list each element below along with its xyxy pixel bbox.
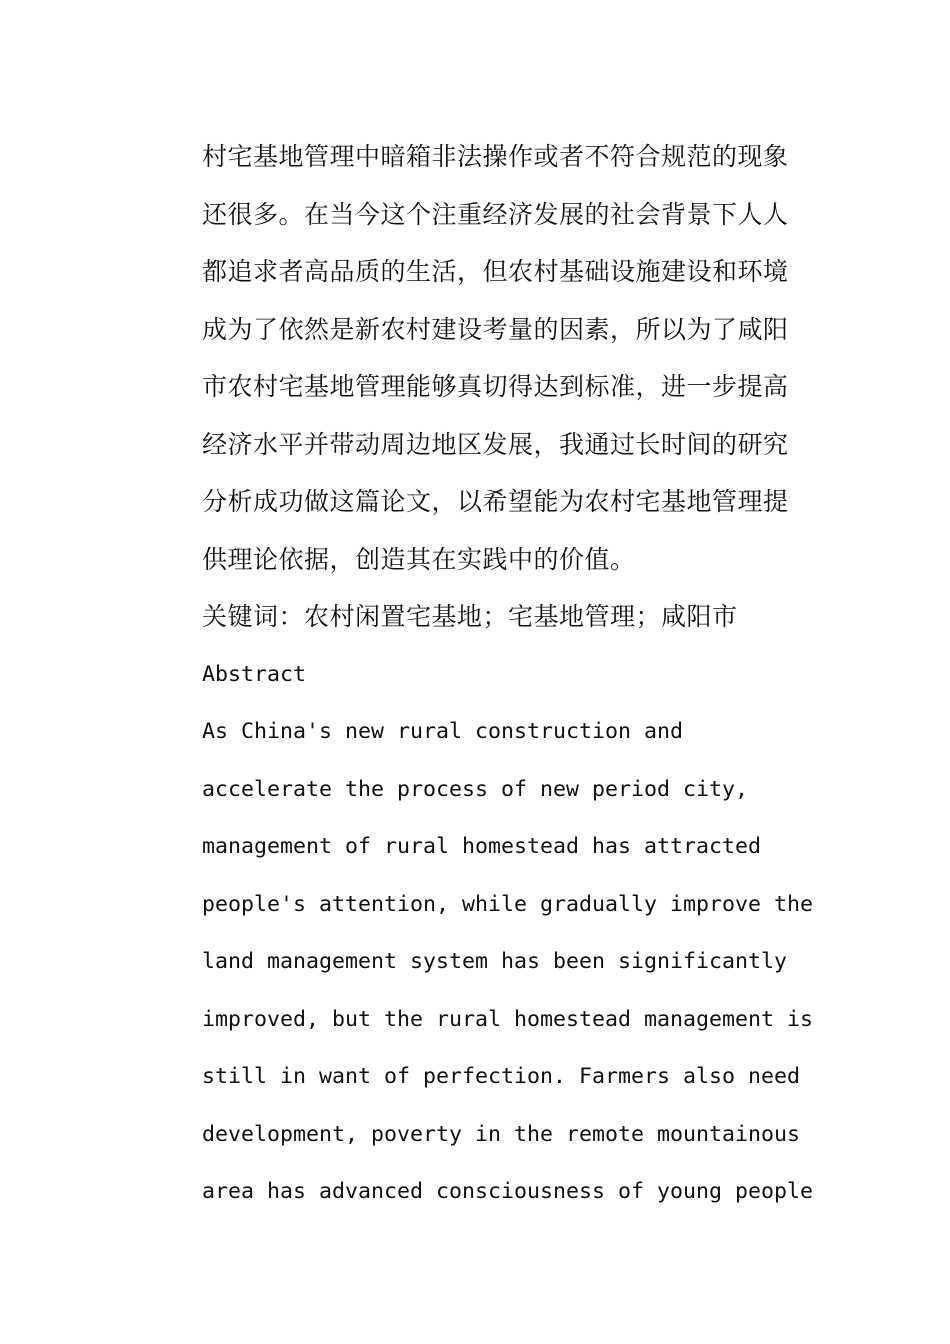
text-line: 村宅基地管理中暗箱非法操作或者不符合规范的现象 <box>202 142 789 171</box>
text-line: 成为了依然是新农村建设考量的因素，所以为了咸阳 <box>202 314 789 344</box>
text-line: 还很多。在当今这个注重经济发展的社会背景下人人 <box>202 199 789 229</box>
text-line: area has advanced consciousness of young people <box>202 1179 814 1204</box>
chinese-paragraph <box>202 128 812 588</box>
english-abstract-paragraph <box>202 703 812 1221</box>
text-line: land management system has been significantly <box>202 949 788 974</box>
abstract-heading: Abstract <box>202 661 307 687</box>
text-line: As China's new rural construction and <box>202 719 684 744</box>
text-line: 市农村宅基地管理能够真切得达到标准，进一步提高 <box>202 372 789 401</box>
document-body <box>202 128 812 1221</box>
text-line: people's attention, while gradually improve the <box>202 891 814 917</box>
text-line: 供理论依据，创造其在实践中的价值。 <box>202 544 636 574</box>
text-line: 分析成功做这篇论文，以希望能为农村宅基地管理提 <box>202 487 789 516</box>
text-line: 经济水平并带动周边地区发展，我通过长时间的研究 <box>202 429 789 459</box>
text-line: still in want of perfection. Farmers also need <box>202 1064 801 1089</box>
text-line: accelerate the process of new period city, <box>202 776 749 802</box>
keywords-line: 关键词：农村闲置宅基地；宅基地管理；咸阳市 <box>202 602 738 631</box>
text-line: 都追求者高品质的生活，但农村基础设施建设和环境 <box>202 257 789 286</box>
text-line: management of rural homestead has attracted <box>202 834 762 859</box>
text-line: development, poverty in the remote mountainous <box>202 1121 801 1147</box>
text-line: improved, but the rural homestead management is <box>202 1006 814 1032</box>
